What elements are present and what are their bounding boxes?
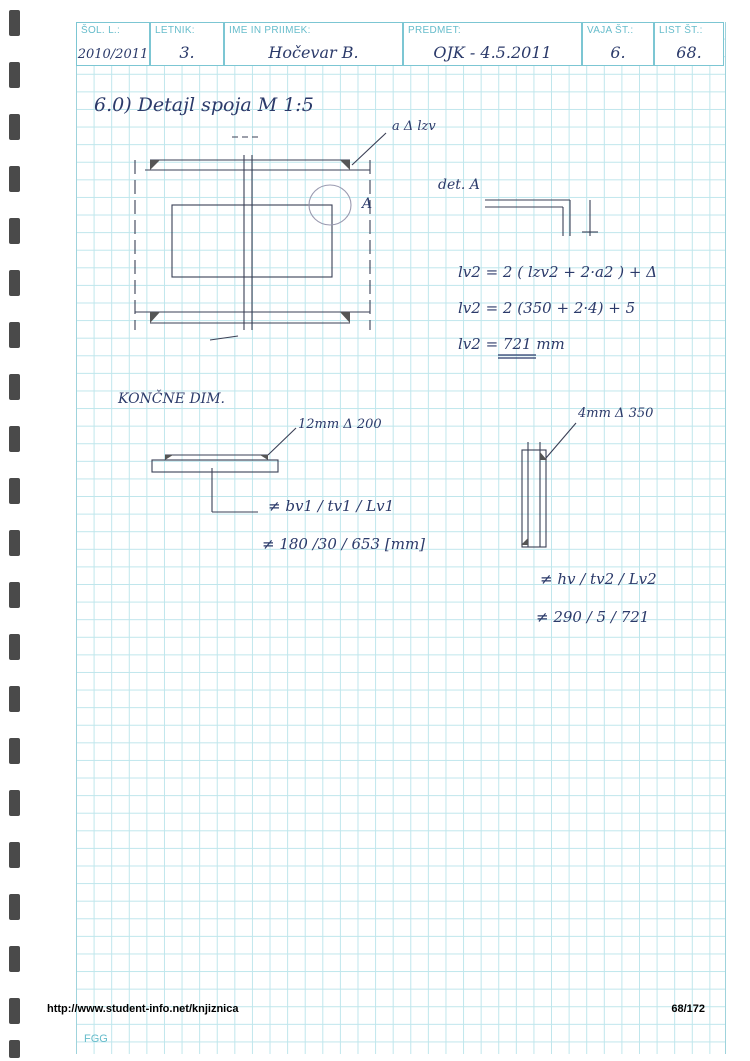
header-value-predmet: OJK - 4.5.2011	[433, 43, 552, 62]
weld-label-top: a Δ lzv	[392, 119, 436, 134]
header-label-vaja: VAJA ŠT.:	[587, 25, 634, 36]
dims2-values: ≠ 290 / 5 / 721	[536, 608, 650, 626]
fgg-label: FGG	[84, 1033, 108, 1045]
detail-label: det. A	[438, 177, 480, 193]
equation-1: lv2 = 2 ( lzv2 + 2·a2 ) + Δ	[458, 263, 658, 281]
weld-triangle	[150, 312, 160, 323]
web-plate-side	[522, 450, 546, 547]
header-value-ime: Hočevar B.	[268, 43, 359, 62]
dims2-formula: ≠ hv / tv2 / Lv2	[540, 570, 657, 588]
flange-plate	[152, 460, 278, 472]
footer-url[interactable]: http://www.student-info.net/knjiznica	[47, 1003, 239, 1015]
weld-leader	[268, 428, 296, 455]
header-value-vaja: 6.	[610, 43, 626, 62]
web-plate-sketch	[521, 423, 576, 547]
final-dims-label: KONČNE DIM.	[118, 391, 225, 407]
weld-leader	[352, 133, 386, 165]
header-value-letnik: 3.	[179, 43, 195, 62]
section-title: 6.0) Detajl spoja M 1:5	[94, 94, 314, 116]
header-label-ime: IME IN PRIIMEK:	[229, 25, 311, 36]
header-label-predmet: PREDMET:	[408, 25, 461, 36]
weld-label-12: 12mm Δ 200	[298, 417, 382, 432]
header-value-sol: 2010/2011	[77, 47, 149, 62]
header-value-list: 68.	[676, 43, 702, 62]
dims1-values: ≠ 180 /30 / 653 [mm]	[262, 535, 426, 553]
header-label-sol: ŠOL. L.:	[81, 25, 121, 36]
weld-triangle	[150, 160, 160, 170]
weld-triangle	[260, 455, 268, 460]
detail-mark: A	[362, 196, 373, 212]
weld-triangle	[340, 312, 350, 323]
detail-a-sketch	[485, 200, 598, 236]
weld-leader	[546, 423, 576, 458]
dims1-formula: ≠ bv1 / tv1 / Lv1	[268, 497, 395, 515]
weld-triangle	[165, 455, 173, 460]
equation-3: lv2 = 721 mm	[458, 335, 565, 353]
footer-page-number: 68/172	[671, 1003, 705, 1015]
section-arrow	[210, 336, 238, 340]
equation-2: lv2 = 2 (350 + 2·4) + 5	[458, 299, 636, 317]
header-label-list: LIST ŠT.:	[659, 25, 703, 36]
header-label-letnik: LETNIK:	[155, 25, 195, 36]
weld-label-4: 4mm Δ 350	[578, 406, 654, 421]
weld-triangle	[340, 160, 350, 170]
joint-detail-drawing	[135, 133, 386, 340]
